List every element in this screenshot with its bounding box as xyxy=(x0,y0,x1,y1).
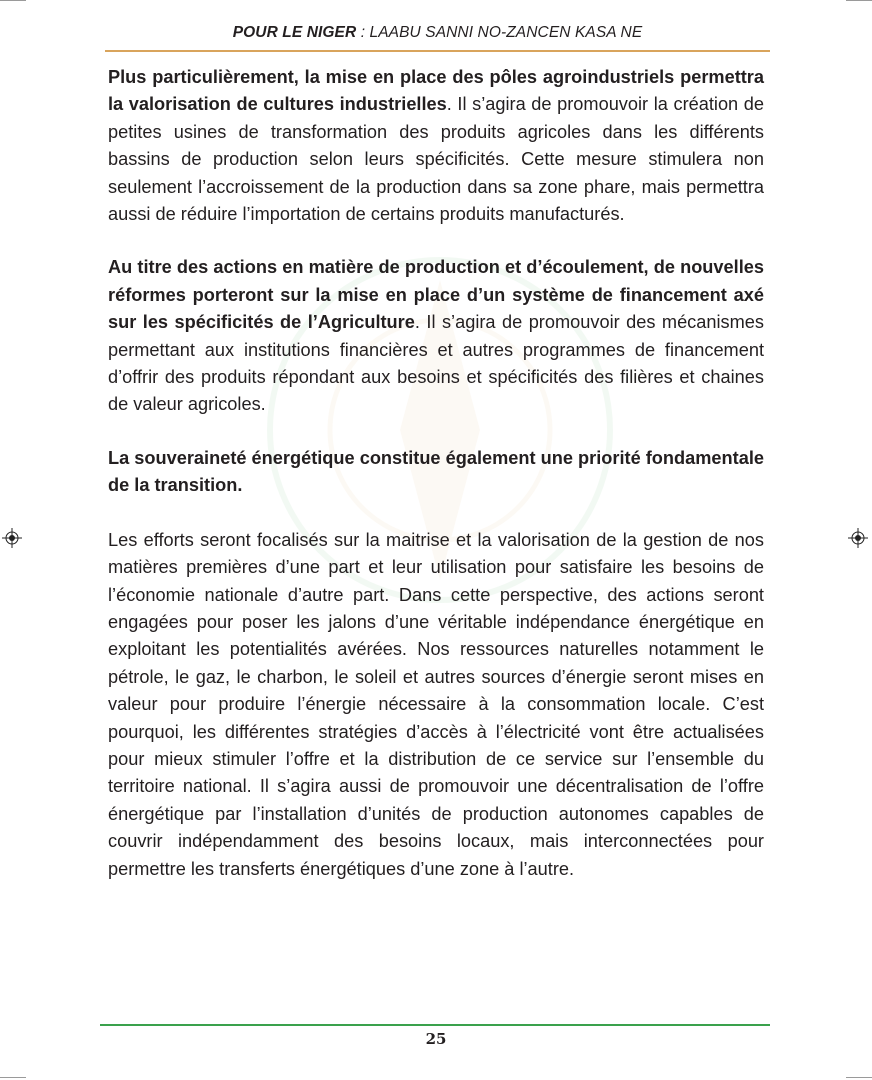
registration-mark-right-icon xyxy=(848,528,868,548)
paragraph-1 xyxy=(108,64,764,228)
crop-mark-top-right xyxy=(846,0,872,1)
paragraph-2 xyxy=(108,254,764,418)
paragraph-4-text: Les efforts seront focalisés sur la maitrise et la valorisation de la gestion de nos matières premières d’une part et leur utilisation pour satisfaire les besoins de l’économie nationale d’autre part. Dans cette perspective, des actions seront engagées pour poser les jalons d’une véritable indépendance énergétique en exploitant les potentialités avérées. Nos ressources naturelles notamment le pétrole, le gaz, le charbon, le soleil et autres sources d’énergie seront mises en valeur pour produire l’énergie nécessaire à la consommation locale. C’est pourquoi, les différentes stratégies d’accès à l’électricité vont être actualisées pour mieux stimuler l’offre et la distribution de ce service sur l’ensemble du territoire national. Il s’agira aussi de promouvoir une décentralisation de l’offre énergétique par l’installation d’unités de production autonomes capables de couvrir indépendamment des besoins locaux, mais interconnectées pour permettre les transferts énergétiques d’une zone à l’autre. xyxy=(108,529,764,879)
crop-mark-top-left xyxy=(0,0,26,1)
crop-mark-bottom-left xyxy=(0,1077,26,1078)
paragraph-2-bold: Au titre des actions en matière de production et d’écoulement, de nouvelles réformes porteront sur la mise en place d’un système de financement axé sur les spécificités de l’Agriculture xyxy=(108,257,764,333)
header-title-bold: POUR LE NIGER xyxy=(232,24,357,41)
footer-rule xyxy=(100,1024,770,1026)
paragraph-1-bold: Plus particulièrement, la mise en place des pôles agroindustriels permettra la valorisation de cultures industrielles xyxy=(108,67,764,115)
paragraph-3 xyxy=(108,445,764,500)
header-title-rest: : LAABU SANNI NO-ZANCEN KASA NE xyxy=(356,24,643,41)
paragraph-3-bold: La souveraineté énergétique constitue également une priorité fondamentale de la transition. xyxy=(108,447,764,496)
running-header xyxy=(105,24,770,42)
paragraph-2-text: . Il s’agira de promouvoir des mécanismes permettant aux institutions financières et autres programmes de financement d’offrir des produits répondant aux besoins et spécificités des filières et chaines de valeur agricoles. xyxy=(108,312,765,415)
paragraph-1-text: . Il s’agira de promouvoir la création de petites usines de transformation des produits agricoles dans les différents bassins de production selon leurs spécificités. Cette mesure stimulera non seulement l’accroissement de la production dans sa zone phare, mais permettra aussi de réduire l’importation de certains produits manufacturés. xyxy=(108,94,765,225)
registration-mark-left-icon xyxy=(2,528,22,548)
paragraph-4 xyxy=(108,527,764,883)
crop-mark-bottom-right xyxy=(846,1077,872,1078)
header-rule xyxy=(105,50,770,52)
body-text xyxy=(108,64,764,883)
page-number: 25 xyxy=(425,1030,447,1048)
